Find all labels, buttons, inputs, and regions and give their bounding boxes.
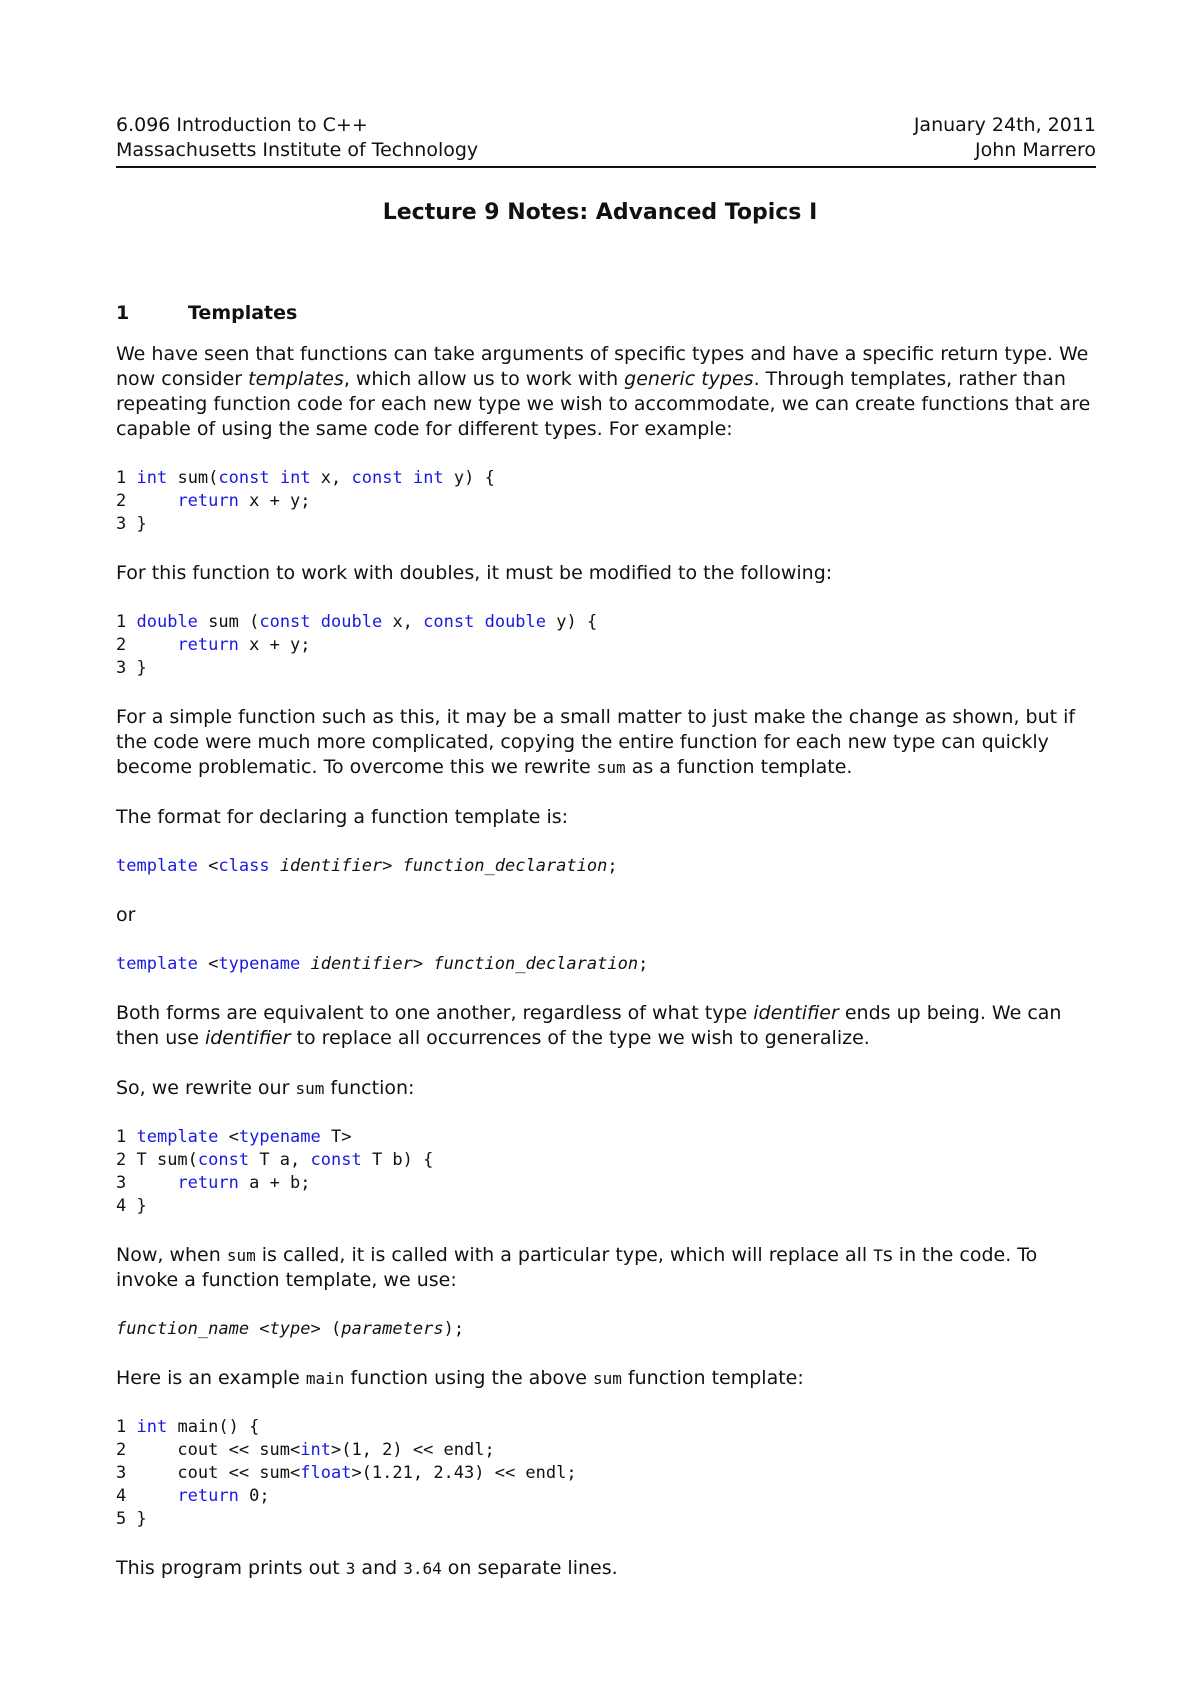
template-format-typename: template <typename identifier> function_declaration; — [116, 954, 649, 974]
institution-name: Massachusetts Institute of Technology — [116, 139, 479, 161]
paragraph-equivalence: Both forms are equivalent to one another, regardless of what type identifier ends up being. We can then use identifier to replace all occurrences of the type we wish to generalize. — [116, 1002, 1062, 1049]
page-header — [116, 113, 1096, 163]
code-line: 4 } — [116, 1196, 147, 1216]
code-line: 2 return x + y; — [116, 491, 311, 511]
code-line: 3 cout << sum<float>(1.21, 2.43) << endl; — [116, 1463, 577, 1483]
code-block-double-sum — [116, 611, 1096, 680]
template-format-class: template <class identifier> function_declaration; — [116, 856, 618, 876]
paragraph-intro: We have seen that functions can take arguments of specific types and have a specific return type. We now consider templates, which allow us to work with generic types. Through templates, rather than repeating function code for each new type we wish to accommodate, we can create functions that are capable of using the same code for different types. For example: — [116, 343, 1091, 440]
code-line: 2 cout << sum<int>(1, 2) << endl; — [116, 1440, 495, 1460]
section-heading — [116, 300, 1096, 326]
lecture-date: January 24th, 2011 — [913, 114, 1096, 136]
code-block-main — [116, 1416, 1096, 1531]
code-line: 1 template <typename T> — [116, 1127, 352, 1147]
document-body — [116, 300, 1096, 1606]
header-row-2 — [116, 138, 1096, 163]
paragraph-format-intro: The format for declaring a function template is: — [116, 806, 569, 828]
paragraph-doubles: For this function to work with doubles, it must be modified to the following: — [116, 562, 833, 584]
section-number: 1 — [116, 302, 130, 324]
code-line: 5 } — [116, 1509, 147, 1529]
code-block-int-sum — [116, 467, 1096, 536]
header-rule — [116, 166, 1096, 168]
document-title: Lecture 9 Notes: Advanced Topics I — [382, 200, 818, 225]
code-line: 1 int sum(const int x, const int y) { — [116, 468, 495, 488]
author-name: John Marrero — [975, 139, 1096, 161]
code-line: 2 T sum(const T a, const T b) { — [116, 1150, 434, 1170]
paragraph-example-intro: Here is an example main function using the above sum function template: — [116, 1367, 804, 1389]
code-line: 3 return a + b; — [116, 1173, 311, 1193]
code-line: 1 int main() { — [116, 1417, 260, 1437]
code-line: 1 double sum (const double x, const double y) { — [116, 612, 598, 632]
code-block-template-sum — [116, 1126, 1096, 1218]
paragraph-output: This program prints out 3 and 3.64 on separate lines. — [116, 1557, 618, 1579]
code-line: 3 } — [116, 514, 147, 534]
paragraph-complexity: For a simple function such as this, it may be a small matter to just make the change as shown, but if the code were much more complicated, copying the entire function for each new type can quickly become problematic. To overcome this we rewrite sum as a function template. — [116, 706, 1076, 778]
paragraph-rewrite: So, we rewrite our sum function: — [116, 1077, 415, 1099]
course-name: 6.096 Introduction to C++ — [116, 114, 368, 136]
paragraph-invoke: Now, when sum is called, it is called with a particular type, which will replace all Ts in the code. To invoke a function template, we use: — [116, 1244, 1038, 1291]
section-title: Templates — [188, 302, 298, 324]
paragraph-or: or — [116, 904, 136, 926]
code-line: 2 return x + y; — [116, 635, 311, 655]
code-line: 4 return 0; — [116, 1486, 270, 1506]
code-line: 3 } — [116, 658, 147, 678]
header-row-1 — [116, 113, 1096, 138]
template-invoke-format: function_name <type> (parameters); — [116, 1319, 465, 1339]
